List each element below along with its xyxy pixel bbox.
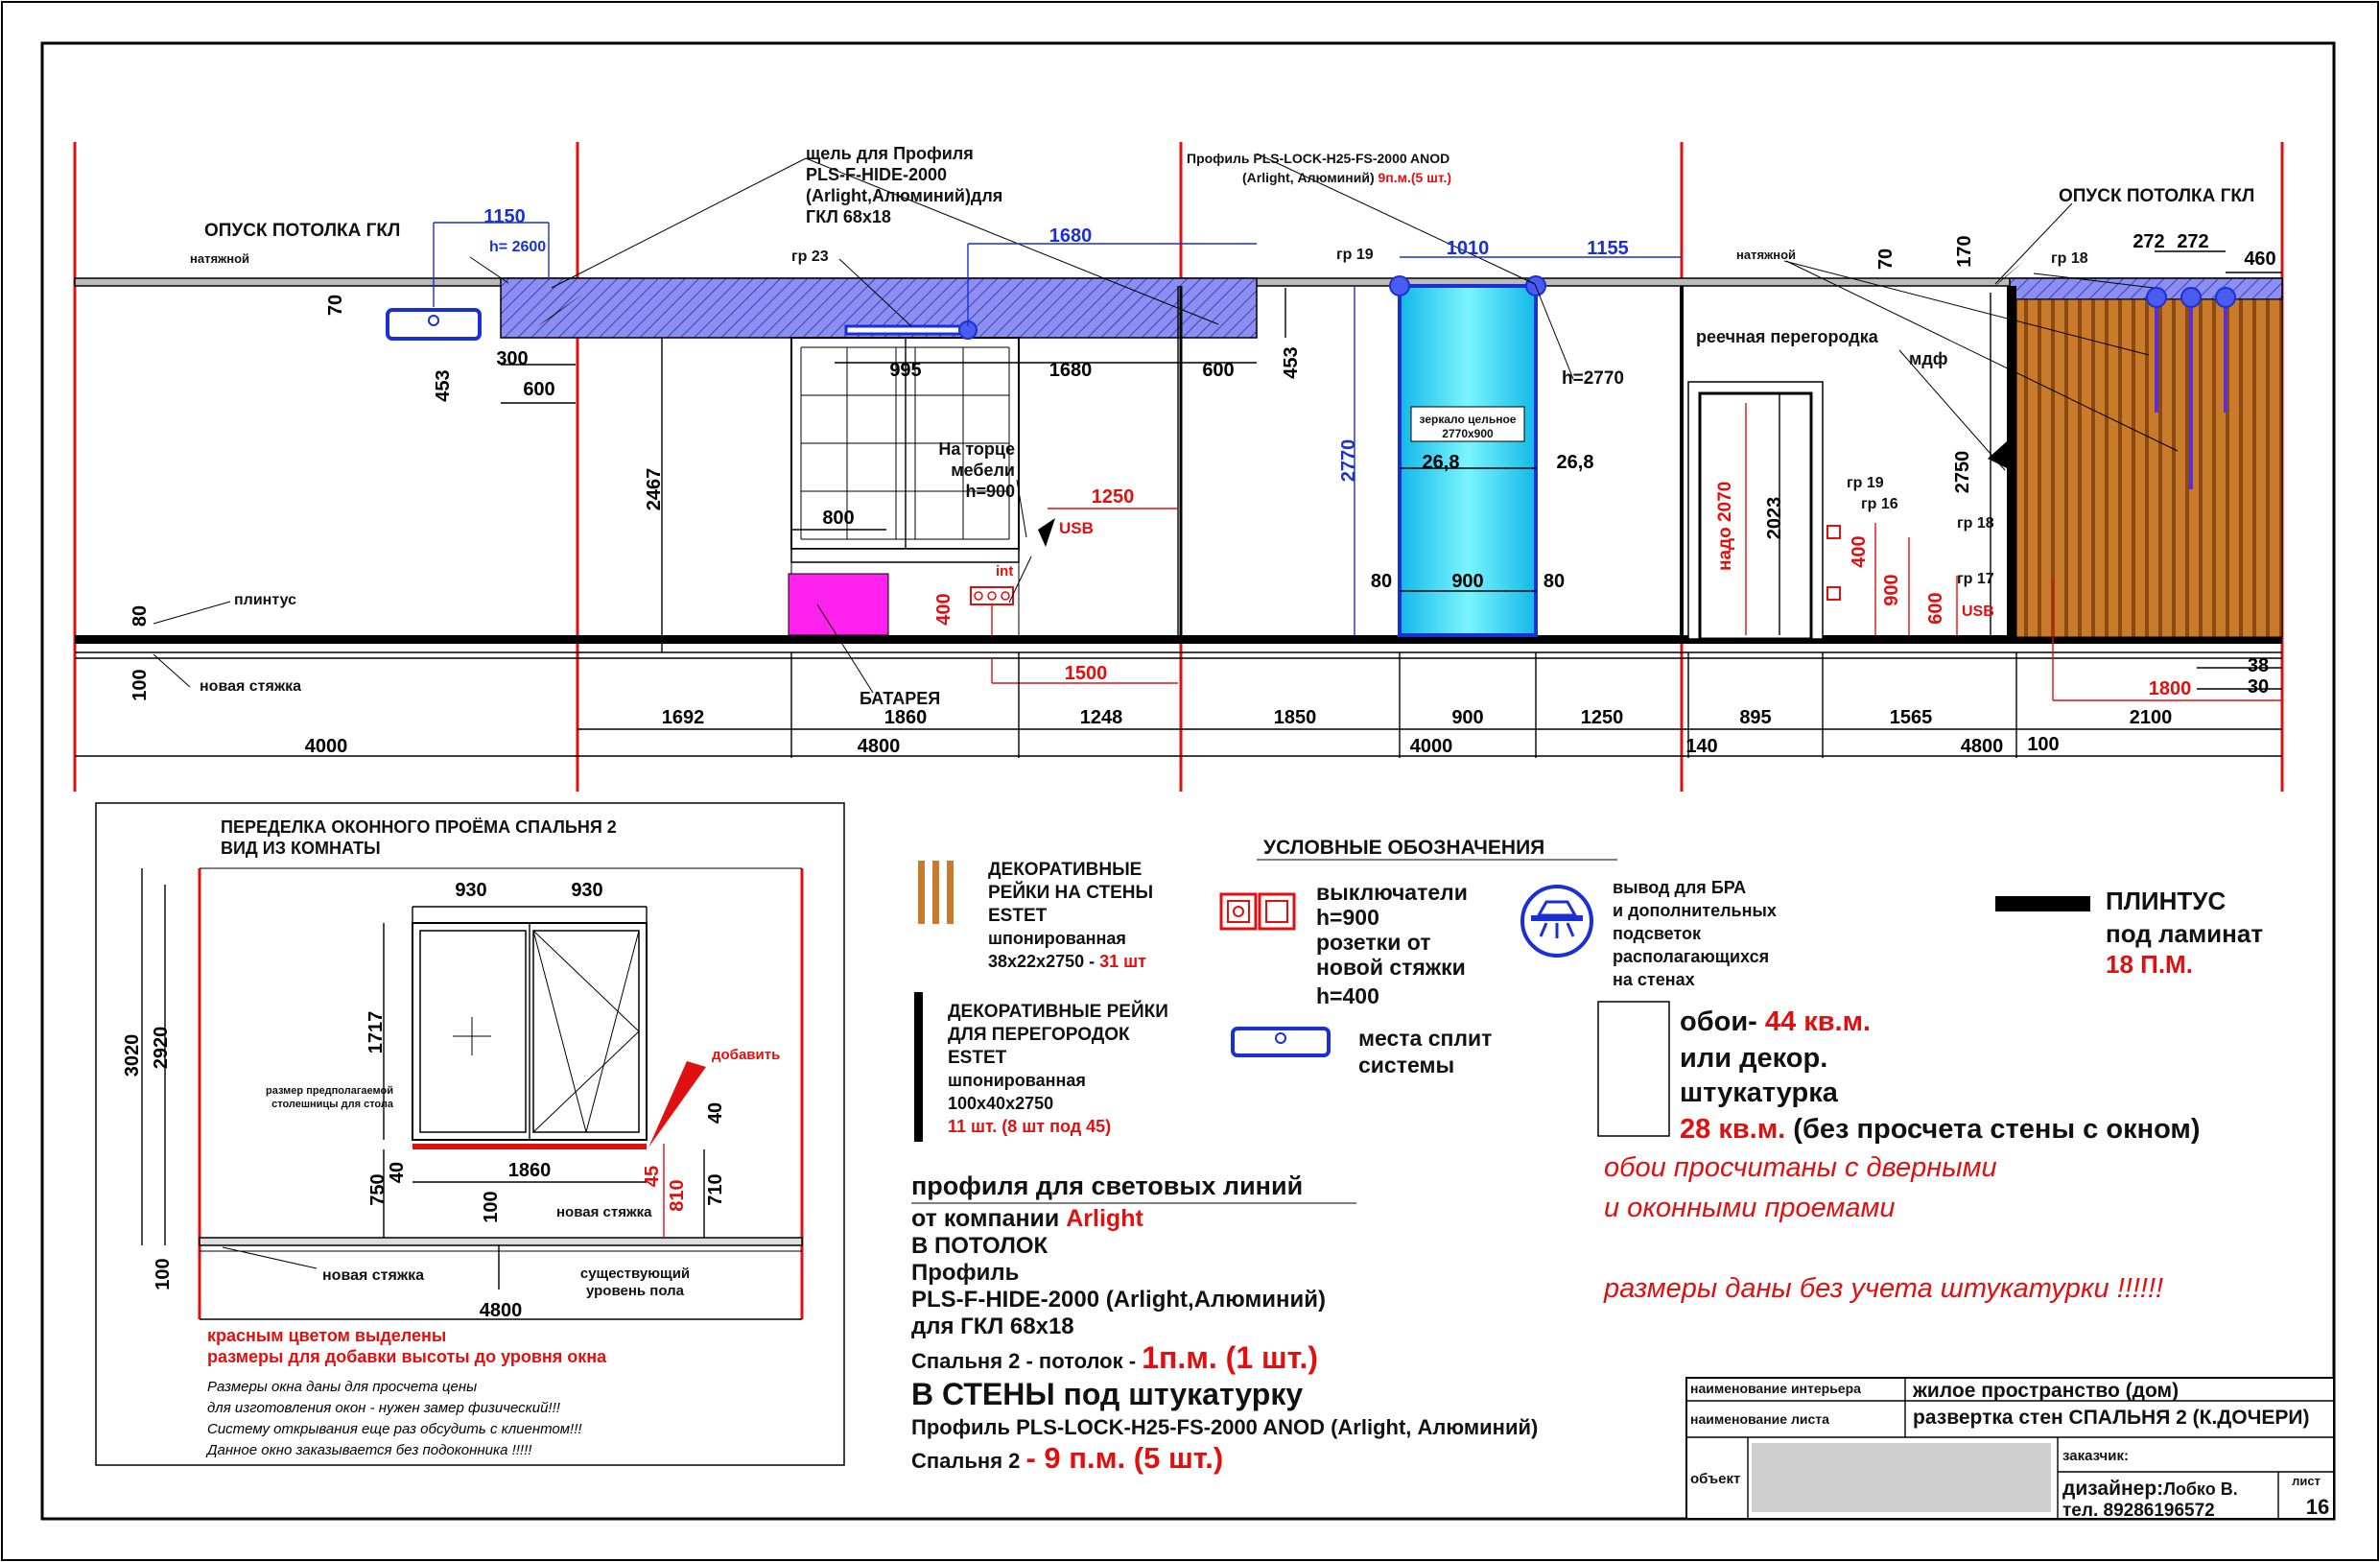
battery — [789, 574, 888, 635]
mirror-label: зеркало цельное — [1419, 413, 1517, 426]
dim-label: 995 — [889, 360, 922, 381]
legend-text: шпонированная — [988, 929, 1126, 948]
dim-label: 70 — [1875, 248, 1897, 271]
dim-label: 800 — [822, 508, 855, 529]
legend-text: выключатели — [1316, 880, 1468, 905]
plinth-label: плинтус — [234, 592, 296, 608]
dim-label: 100 — [481, 1191, 502, 1223]
wooden-slat-wall — [2016, 299, 2282, 637]
dim-label: 300 — [496, 348, 529, 369]
profiles-text: Спальня 2 - 9 п.м. (5 шт.) — [911, 1441, 1224, 1475]
wallpaper-icon — [1598, 1002, 1669, 1136]
slot-note: щель для Профиля — [806, 144, 974, 163]
legend-text: ДЕКОРАТИВНЫЕ РЕЙКИ — [948, 1002, 1168, 1022]
dim-label: 1155 — [1587, 238, 1629, 259]
window-panel — [96, 803, 844, 1465]
dim-label: 140 — [1685, 736, 1718, 757]
dim-label: 1248 — [1079, 707, 1123, 728]
dim-label: 2100 — [2129, 707, 2173, 728]
group-label: гр 18 — [2051, 250, 2088, 267]
legend-text: ESTET — [988, 906, 1048, 926]
usb-label: USB — [1059, 519, 1094, 537]
dim-label: 30 — [2247, 676, 2270, 698]
add-label: добавить — [712, 1047, 781, 1063]
legend-title: УСЛОВНЫЕ ОБОЗНАЧЕНИЯ — [1263, 837, 1545, 859]
ceiling-drop-label-right: ОПУСК ПОТОЛКА ГКЛ — [2059, 186, 2255, 206]
existing-floor-label: уровень пола — [585, 1283, 685, 1299]
dim-label: 40 — [387, 1161, 408, 1184]
plinth-icon — [1995, 896, 2090, 911]
dim-label: 453 — [1281, 346, 1302, 379]
legend-text: 18 П.М. — [2106, 950, 2193, 979]
int-label: int — [996, 563, 1014, 580]
dim-label: 453 — [433, 369, 454, 402]
group-label: гр 19 — [1336, 247, 1374, 263]
dim-label: 170 — [1954, 235, 1975, 268]
legend-text: h=900 — [1316, 905, 1379, 930]
window-note: Данное окно заказывается без подоконника !!!!! — [207, 1442, 532, 1458]
window-note: Систему открывания еще раз обсудить с клиентом!!! — [207, 1421, 582, 1437]
dim-label: 400 — [933, 593, 954, 626]
slot-note: (Arlight,Алюминий)для — [806, 186, 1003, 205]
dim-label: 40 — [705, 1101, 726, 1124]
legend-text: подсветок — [1613, 924, 1702, 943]
slat-partition-label: реечная перегородка — [1696, 327, 1878, 346]
dim-label: 1250 — [1091, 486, 1135, 508]
legend-text: ДЕКОРАТИВНЫЕ — [988, 860, 1143, 880]
dim-label: 4800 — [479, 1300, 523, 1321]
legend-text: РЕЙКИ НА СТЕНЫ — [988, 883, 1154, 903]
dim-label: 1565 — [1889, 707, 1933, 728]
partition-slat-icon — [914, 992, 923, 1142]
profiles-text: Профиль — [911, 1260, 1020, 1286]
table-note: столешницы для стола — [271, 1099, 393, 1110]
legend-text: на стенах — [1613, 970, 1695, 989]
dim-label: 1800 — [2148, 678, 2192, 699]
legend-text: 11 шт. (8 шт под 45) — [948, 1117, 1112, 1136]
new-screed-label: новая стяжка — [200, 678, 302, 695]
dim-label: 710 — [705, 1173, 726, 1206]
battery-label: БАТАРЕЯ — [860, 689, 941, 708]
legend-text: и дополнительных — [1613, 901, 1777, 920]
dim-label: 1150 — [483, 206, 526, 227]
dim-label: 45 — [642, 1165, 663, 1188]
group-label: гр 23 — [791, 248, 829, 265]
dim-label: 930 — [455, 880, 487, 901]
group-label: гр 18 — [1957, 515, 1994, 532]
window-note: Размеры окна даны для просчета цены — [207, 1379, 478, 1395]
dim-label: 1717 — [365, 1010, 387, 1054]
dim-label: 1680 — [1049, 360, 1093, 381]
need-height-label: надо 2070 — [1715, 481, 1735, 571]
legend-text: вывод для БРА — [1613, 878, 1747, 897]
dim-label: 80 — [1543, 571, 1566, 592]
legend-text: обои- 44 кв.м. — [1680, 1006, 1872, 1037]
switch-icon — [1827, 526, 1840, 538]
dim-label: 1680 — [1049, 225, 1093, 247]
stretch-ceiling-label: натяжной — [1736, 248, 1797, 262]
legend-note: размеры даны без учета штукатурки !!!!!! — [1604, 1273, 2164, 1304]
designer-phone: тел. 89286196572 — [2062, 1501, 2215, 1521]
dim-label: 100 — [130, 669, 151, 701]
dim-label: 600 — [523, 379, 555, 400]
dim-label: 80 — [1370, 571, 1393, 592]
profile-note: (Arlight, Алюминий) 9п.м.(5 шт.) — [1242, 170, 1452, 185]
window-note: для изготовления окон - нужен замер физический!!! — [207, 1400, 560, 1416]
dim-label: 2467 — [644, 467, 665, 511]
legend-text: розетки от — [1316, 930, 1431, 955]
legend-text: ПЛИНТУС — [2106, 887, 2227, 915]
furniture-edge-note: мебели — [951, 461, 1015, 480]
existing-floor-label: существующий — [579, 1266, 691, 1282]
profiles-text: Спальня 2 - потолок - 1п.м. (1 шт.) — [911, 1340, 1319, 1375]
slat-partition-label: мдф — [1909, 349, 1948, 368]
dim-label: 930 — [571, 880, 603, 901]
dim-label: 38 — [2247, 655, 2270, 676]
legend-text: новой стяжки — [1316, 955, 1466, 980]
new-screed-label: новая стяжка — [322, 1267, 425, 1284]
legend-note: и оконными проемами — [1604, 1193, 1896, 1223]
dim-label: 4000 — [304, 736, 348, 757]
dim-label: 1250 — [1580, 707, 1624, 728]
dim-label: 3020 — [122, 1033, 143, 1077]
dim-label: 2920 — [151, 1026, 172, 1070]
title-block — [1686, 1378, 2334, 1521]
profiles-text: PLS-F-HIDE-2000 (Arlight,Алюминий) — [911, 1287, 1326, 1313]
dim-label: 4800 — [1960, 736, 2004, 757]
switch-icon — [1827, 587, 1840, 600]
dim-label: 400 — [1849, 535, 1870, 568]
gkl-drop-2 — [2010, 278, 2282, 299]
profiles-text: В СТЕНЫ под штукатурку — [911, 1377, 1304, 1411]
window-panel-title: ПЕРЕДЕЛКА ОКОННОГО ПРОЁМА СПАЛЬНЯ 2 — [221, 817, 617, 837]
slot-note: ГКЛ 68х18 — [806, 207, 891, 226]
title-block-label: наименование листа — [1690, 1411, 1829, 1427]
stretch-ceiling-label: натяжной — [190, 251, 250, 266]
dim-label: 750 — [367, 1173, 389, 1206]
dim-label: 2770 — [1338, 438, 1359, 483]
legend-text: штукатурка — [1680, 1077, 1838, 1108]
dim-label: 900 — [1451, 707, 1484, 728]
height-label: h= 2600 — [489, 239, 547, 255]
dim-label: 100 — [2027, 734, 2060, 755]
usb-label: USB — [1962, 604, 1994, 620]
legend-note: обои просчитаны с дверными — [1604, 1152, 1997, 1183]
leader-lines — [153, 154, 2178, 693]
profiles-text: от компании Arlight — [911, 1205, 1143, 1232]
dim-label: 1860 — [884, 707, 928, 728]
legend-text: 28 кв.м. (без просчета стены с окном) — [1680, 1114, 2201, 1145]
door — [1688, 382, 1823, 639]
redacted-object — [1752, 1443, 2051, 1512]
dim-label: 26,8 — [1422, 452, 1460, 473]
legend-text: шпонированная — [948, 1071, 1086, 1090]
dim-label: 900 — [1451, 571, 1484, 592]
red-note: размеры для добавки высоты до уровня окна — [207, 1347, 607, 1366]
height-label: h=2770 — [1562, 368, 1624, 389]
legend-text: системы — [1358, 1053, 1455, 1077]
title-block-label: наименование интерьера — [1690, 1381, 1861, 1396]
window-frame — [412, 923, 647, 1140]
legend-text: или декор. — [1680, 1043, 1828, 1074]
switch-socket-icon — [1221, 894, 1294, 929]
dim-label: 1850 — [1273, 707, 1317, 728]
window-panel-title: ВИД ИЗ КОМНАТЫ — [221, 839, 381, 858]
table-note: размер предполагаемой — [266, 1085, 393, 1097]
dim-label: 272 — [2133, 231, 2165, 252]
legend-text: ESTET — [948, 1048, 1007, 1068]
dim-label: 4000 — [1409, 736, 1453, 757]
group-label: гр 16 — [1861, 496, 1898, 512]
profiles-text: Профиль PLS-LOCK-H25-FS-2000 ANOD (Arlight, Алюминий) — [911, 1415, 1539, 1439]
dim-label: 100 — [153, 1258, 174, 1290]
furniture-edge-note: h=900 — [965, 482, 1015, 501]
profiles-title: профиля для световых линий — [911, 1172, 1304, 1200]
socket-icon — [971, 587, 1013, 604]
dim-label: 895 — [1739, 707, 1772, 728]
designer-label: дизайнер:Лобко В. — [2062, 1478, 2238, 1500]
dim-label: 1010 — [1446, 238, 1490, 259]
dim-label: 900 — [1881, 574, 1902, 606]
profile-note: Профиль PLS-LOCK-H25-FS-2000 ANOD — [1187, 151, 1450, 166]
title-block-label: заказчик: — [2062, 1448, 2129, 1464]
red-note: красным цветом выделены — [207, 1326, 447, 1345]
ceiling-drop-label-left: ОПУСК ПОТОЛКА ГКЛ — [204, 221, 401, 241]
profiles-text: В ПОТОЛОК — [911, 1233, 1049, 1259]
dim-label: 2750 — [1952, 450, 1973, 494]
dim-label: 272 — [2177, 231, 2209, 252]
mirror-label: 2770х900 — [1442, 427, 1494, 440]
dim-label: 4800 — [857, 736, 901, 757]
dim-label: 26,8 — [1556, 452, 1594, 473]
group-label: гр 17 — [1957, 571, 1994, 587]
profiles-text: для ГКЛ 68х18 — [911, 1314, 1074, 1339]
legend-text: 38х22х2750 - 31 шт — [988, 952, 1146, 971]
slot-note: PLS-F-HIDE-2000 — [806, 165, 948, 184]
dim-label: 1692 — [661, 707, 705, 728]
legend-text: располагающихся — [1613, 947, 1770, 966]
dim-label: 460 — [2244, 248, 2276, 270]
title-block-value: жилое пространство (дом) — [1913, 1380, 2180, 1402]
dim-label: 2023 — [1764, 496, 1785, 540]
dim-label: 600 — [1925, 592, 1946, 625]
wall-elevation — [75, 142, 2282, 792]
sconce-outlet-icon — [1522, 887, 1591, 956]
furniture-edge-note: На торце — [938, 439, 1015, 459]
group-label: гр 19 — [1847, 475, 1884, 491]
dim-label: 1860 — [507, 1160, 552, 1181]
legend-text: места сплит — [1358, 1026, 1493, 1051]
sheet-number-label: лист — [2292, 1474, 2321, 1488]
legend-text: ДЛЯ ПЕРЕГОРОДОК — [948, 1025, 1130, 1045]
sheet-number: 16 — [2305, 1495, 2330, 1519]
dim-label: 810 — [667, 1179, 688, 1212]
dim-label: 1500 — [1064, 663, 1108, 684]
plinth-line — [75, 635, 2282, 644]
legend-text: под ламинат — [2106, 919, 2264, 948]
dim-label: 70 — [325, 294, 346, 317]
new-screed-label: новая стяжка — [556, 1204, 652, 1220]
title-block-value: развертка стен СПАЛЬНЯ 2 (К.ДОЧЕРИ) — [1913, 1407, 2310, 1429]
dim-label: 600 — [1202, 360, 1235, 381]
dim-label: 80 — [130, 604, 151, 627]
wood-slats-icon — [918, 861, 954, 924]
legend-text: 100х40х2750 — [948, 1094, 1054, 1113]
legend-text: h=400 — [1316, 983, 1379, 1008]
title-block-label: объект — [1690, 1471, 1741, 1487]
